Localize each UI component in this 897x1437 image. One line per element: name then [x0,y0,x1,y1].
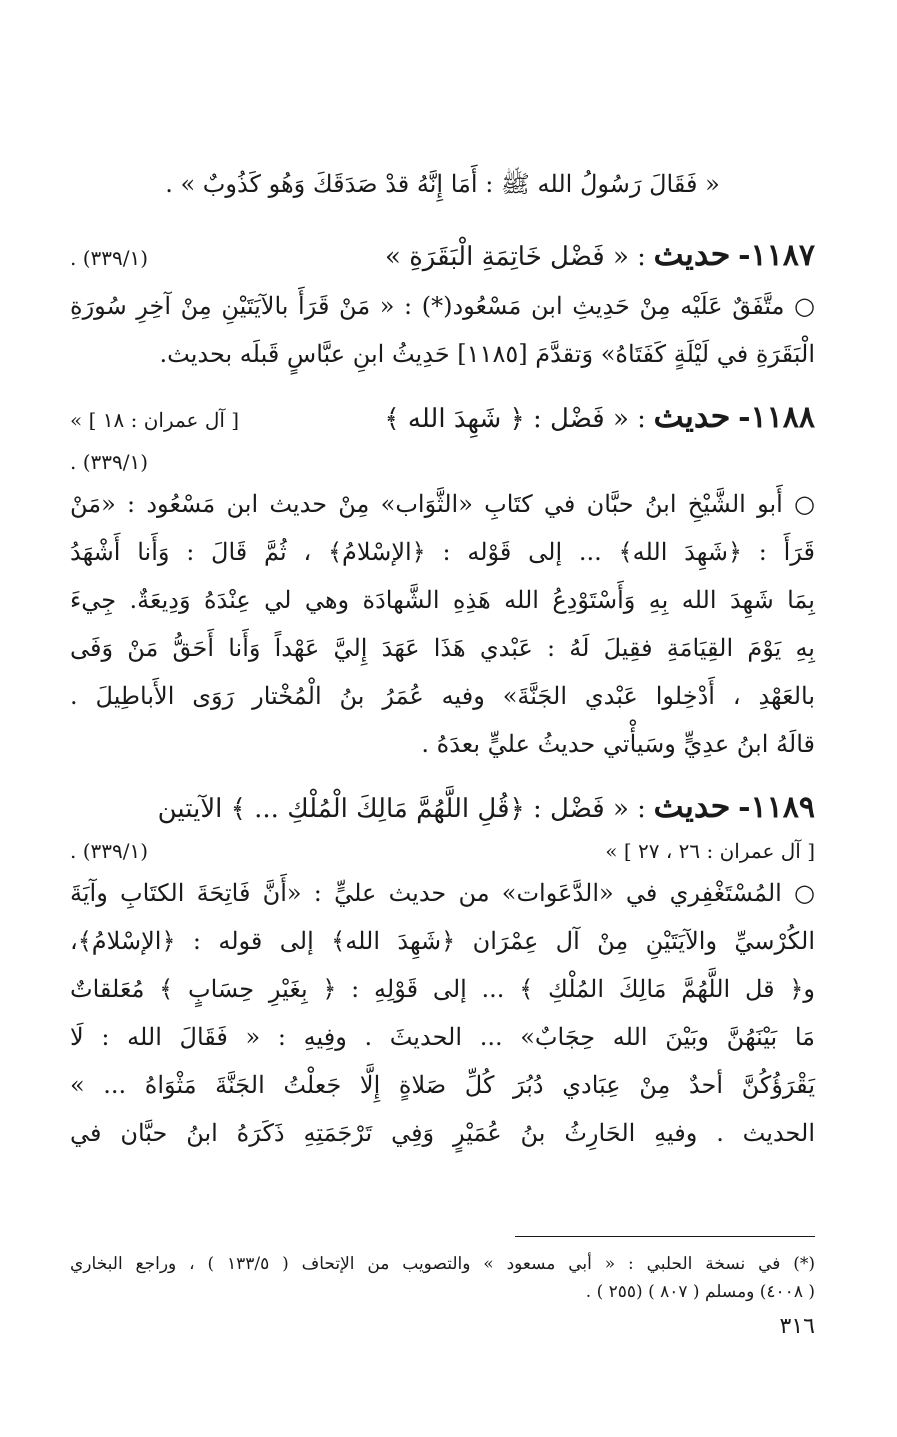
entry-keyword: حديث [653,787,731,825]
page-body [70,160,815,1161]
entry-heading [70,392,815,444]
footnote-line: (*) في نسخة الحلبي : « أبي مسعود » والتصويب من الإتحاف ( ١٣٣/٥ ) ، وراجع البخاري [70,1254,815,1274]
footnote-line: ( ٤٠٠٨) ومسلم ( ٨٠٧ ) (٢٥٥ ) . [585,1282,815,1302]
entry-reference: (٣٣٩/١) . [70,246,149,270]
body-line: الكُرْسيِّ والآيَتَيْنِ مِنْ آل عِمْرَان ﴿شَهِدَ الله﴾ إلى قوله : ﴿الإسْلامُ﴾، [70,927,815,955]
body-line: قَرَأَ : ﴿شَهِدَ الله﴾ ... إلى قَوْله : ﴿الإسْلامُ﴾ ، ثُمَّ قَالَ : وَأَنا أَشْهَدُ [70,538,815,566]
entry-reference: (٣٣٩/١) . [70,839,149,863]
intro-line: « فَقَالَ رَسُولُ الله ﷺ : أَمَا إِنَّهُ قدْ صَدَقَكَ وَهُو كَذُوبٌ » . [165,170,720,198]
footnote-divider [515,1236,815,1237]
entry-title: : « فَضْل : ﴿قُلِ اللَّهُمَّ مَالِكَ الْمُلْكِ ... ﴾ الآيتين [157,794,646,824]
heading-main [384,392,815,443]
heading-main [158,782,815,833]
entry-title-extra: [ آل عمران : ١٨ ] » [70,408,240,432]
entry-number: ١١٨٧- [738,238,815,273]
body-line: ○ أَبو الشَّيْخِ ابنُ حبَّان في كتَابِ «الثَّوَاب» مِنْ حديث ابن مَسْعُود : «مَنْ [70,490,815,518]
body-line: بِهِ يَوْمَ القِيَامَةِ فقِيلَ لَهُ : عَبْدي هَذَا عَهَدَ إِليَّ عَهْداً وَأَنا أَحَقُّ مَنْ وَفَى [70,634,815,662]
body-line: الحديث . وفيهِ الحَارِثُ بنُ عُمَيْرٍ وَفِي تَرْجَمَتِهِ ذَكَرَهُ ابنُ حبَّان في [70,1119,815,1147]
heading-main [385,230,815,281]
entry-1187 [70,230,815,378]
entry-subline [70,833,815,869]
entry-title: : « فَضْل : ﴿ شَهِدَ الله ﴾ [384,404,646,434]
body-line: ○ متَّفَقٌ عَلَيْه مِنْ حَدِيثِ ابن مَسْعُود(*) : « مَنْ قَرَأَ بالآيَتَيْنِ مِنْ آخِرِ سُورَةِ [70,292,815,320]
body-line: قالَهُ ابنُ عدِيٍّ وسَيأْتي حديثُ عليٍّ بعدَهُ . [421,730,815,758]
entry-1189 [70,782,815,1157]
entry-number: ١١٨٨- [738,400,815,435]
body-line: يَقْرَؤُكُنَّ أحدٌ مِنْ عِبَادي دُبُرَ كُلِّ صَلاةٍ إِلَّا جَعلْتُ الجَنَّةَ مَثْوَاهُ ... » [70,1071,815,1099]
entry-keyword: حديث [653,235,731,273]
body-line: بالعَهْدِ ، أَدْخِلوا عَبْدي الجَنَّةَ» وفيه عُمَرُ بنُ الْمُخْتار رَوَى الأَباطِيلَ . [70,682,815,710]
body-line: و﴿ قل اللَّهُمَّ مَالِكَ المُلْكِ ﴾ ... إلى قَوْلِهِ : ﴿ بِغَيْرِ حِسَابٍ ﴾ مُعَلقاتٌ [70,975,815,1003]
body-line: الْبَقَرَةِ في لَيْلَةٍ كَفَتَاهُ» وَتقدَّمَ [١١٨٥] حَدِيثُ ابنِ عبَّاسٍ قَبلَه بحديث. [159,340,815,368]
entry-keyword: حديث [653,397,731,435]
page-number: ٣١٦ [779,1314,815,1339]
body-line: مَا بَيْنَهُنَّ وبَيْنَ الله حِجَابٌ» ... الحديثَ . وفِيهِ : « فَقَالَ الله : لَا [70,1023,815,1051]
footnote [70,1250,815,1306]
entry-heading [70,782,815,833]
entry-verse-ref: [ آل عمران : ٢٦ ، ٢٧ ] » [605,839,815,863]
entry-heading [70,230,815,282]
entry-title: : « فَضْل خَاتِمَةِ الْبَقَرَةِ » [385,242,646,272]
entry-reference: (٣٣٩/١) . [70,450,149,474]
entry-subline [70,444,815,480]
body-line: ○ المُسْتَغْفِري في «الدَّعَوات» من حديث عليٍّ : «أَنَّ فَاتِحَةَ الكتَابِ وآيَةَ [70,879,815,907]
body-line: بِمَا شَهِدَ الله بِهِ وَأَسْتَوْدِعُ الله هَذِهِ الشَّهادَة وهي لي عِنْدَهُ وَدِيعَةٌ. جِيءَ [70,586,815,614]
entry-1188 [70,392,815,768]
entry-number: ١١٨٩- [738,790,815,825]
